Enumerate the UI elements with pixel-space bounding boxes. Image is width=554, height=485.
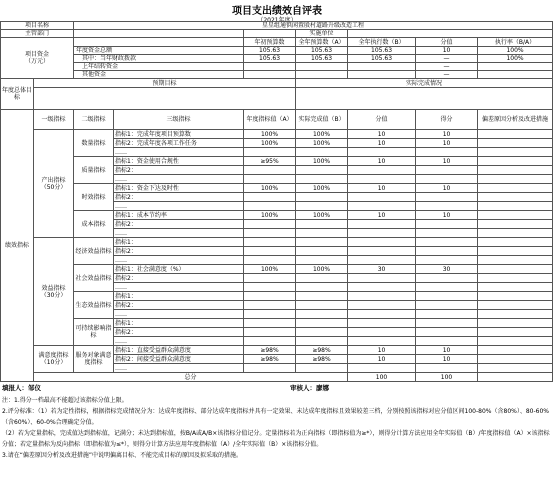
note-1: 注：1.得分一档最高不能超过该指标分值上限。 <box>2 397 128 404</box>
deviation-cell <box>478 229 553 238</box>
table-row <box>1 22 553 30</box>
got-value <box>416 193 478 202</box>
got-value: 10 <box>416 346 478 355</box>
funds-header: 全年预算数（A） <box>296 38 348 47</box>
score-value <box>348 238 416 247</box>
deviation-cell <box>478 310 553 319</box>
score-value <box>348 193 416 202</box>
secondary-indicator: 服务对象满意度指标 <box>74 346 114 373</box>
got-value <box>416 175 478 184</box>
indicator-header: 三级指标 <box>114 110 244 130</box>
annual-target <box>244 220 296 229</box>
actual-value <box>296 193 348 202</box>
annual-target: ≥98% <box>244 346 296 355</box>
funds-value: — <box>416 55 478 63</box>
deviation-cell <box>478 202 553 211</box>
actual-value <box>296 337 348 346</box>
got-value: 10 <box>416 211 478 220</box>
goal-actual-value <box>296 88 553 110</box>
annual-target: ≥98% <box>244 355 296 364</box>
secondary-indicator: 数量指标 <box>74 130 114 157</box>
annual-target <box>244 283 296 292</box>
evaluation-table <box>0 21 553 382</box>
got-value: 10 <box>416 139 478 148</box>
deviation-cell <box>478 319 553 328</box>
funds-value: 105.63 <box>244 55 296 63</box>
funds-value: 105.63 <box>244 47 296 55</box>
tertiary-indicator: 指标2： <box>114 328 244 337</box>
goal-expected-header: 预期目标 <box>34 79 296 88</box>
score-value <box>348 337 416 346</box>
tertiary-indicator: 指标2： <box>114 274 244 283</box>
dept-value <box>74 30 244 38</box>
deviation-cell <box>478 148 553 157</box>
got-value <box>416 319 478 328</box>
total-got: 100 <box>416 373 478 382</box>
tertiary-indicator: 指标1：资金下达及时性 <box>114 184 244 193</box>
tertiary-indicator: 指标2： <box>114 247 244 256</box>
funds-value: 105.63 <box>296 55 348 63</box>
deviation-cell <box>478 292 553 301</box>
goal-label: 年度总体目标 <box>1 79 34 110</box>
secondary-indicator: 生态效益指标 <box>74 292 114 319</box>
blank-cell <box>478 373 553 382</box>
actual-value <box>296 283 348 292</box>
tertiary-indicator: 指标1： <box>114 319 244 328</box>
table-row <box>1 346 553 355</box>
tertiary-indicator: 指标2： <box>114 220 244 229</box>
deviation-cell <box>478 301 553 310</box>
funds-header-blank <box>74 38 244 47</box>
funds-value: — <box>416 63 478 71</box>
note-2: 2.评分标准：（1）若为定性指标，根据指标完成情况分为：达成年度指标、部分达成年度指标并具有一定效果、未达成年度指标且效果较差三档，分别按照该指标对应分值区间100-80%（含80%）、80-60%（含60%）、60-0%合理确定分值。 <box>2 408 549 426</box>
annual-target <box>244 166 296 175</box>
impl-value <box>348 30 553 38</box>
table-row <box>1 184 553 193</box>
funds-value <box>478 63 553 71</box>
tertiary-indicator: …… <box>114 310 244 319</box>
got-value: 10 <box>416 157 478 166</box>
deviation-cell <box>478 256 553 265</box>
actual-value <box>296 292 348 301</box>
got-value <box>416 274 478 283</box>
score-value: 10 <box>348 211 416 220</box>
score-value: 30 <box>348 265 416 274</box>
actual-value <box>296 256 348 265</box>
table-row <box>1 110 553 130</box>
project-name-label: 项目名称 <box>1 22 74 30</box>
table-row <box>1 157 553 166</box>
annual-target: 100% <box>244 139 296 148</box>
deviation-cell <box>478 184 553 193</box>
got-value <box>416 328 478 337</box>
note-4: 3.请在“偏差原因分析及改进措施”中说明偏离目标、不能完成目标的原因及拟采取的措施。 <box>2 452 242 459</box>
total-score: 100 <box>348 373 416 382</box>
deviation-cell <box>478 211 553 220</box>
deviation-cell <box>478 193 553 202</box>
indicator-header: 偏差原因分析及改进措施 <box>478 110 553 130</box>
table-row <box>1 71 553 79</box>
got-value <box>416 148 478 157</box>
tertiary-indicator: …… <box>114 283 244 292</box>
got-value <box>416 301 478 310</box>
indicator-header: 得分 <box>416 110 478 130</box>
got-value <box>416 283 478 292</box>
deviation-cell <box>478 274 553 283</box>
funds-row-label: 其中：当年财政拨款 <box>74 55 244 63</box>
benefit-label: 效益指标（30分） <box>34 238 74 346</box>
actual-value: 100% <box>296 211 348 220</box>
tertiary-indicator: 指标1：成本节约率 <box>114 211 244 220</box>
table-row <box>1 38 553 47</box>
secondary-indicator: 可持续影响指标 <box>74 319 114 346</box>
table-row <box>1 88 553 110</box>
note-3: （2）若为定量指标，完成值达到指标值，记满分；未达到指标值，按B/A或A/B×该指标分值记分。定量指标若为正向指标（即指标值为≥*），则得分计算方法应用全年实际值（B）/年度指标值（A）×该指标分值；若定量指标为反向指标（即指标值为≤*），则得分计算方法应用年度指标值（A）/全年实际值（B）×该指标分值。 <box>2 430 550 448</box>
table-row <box>1 63 553 71</box>
tertiary-indicator: …… <box>114 229 244 238</box>
funds-header: 分值 <box>416 38 478 47</box>
got-value: 30 <box>416 265 478 274</box>
tertiary-indicator: 指标1： <box>114 238 244 247</box>
annual-target <box>244 238 296 247</box>
got-value <box>416 247 478 256</box>
actual-value <box>296 220 348 229</box>
goal-actual-header: 实际完成情况 <box>296 79 553 88</box>
secondary-indicator: 时效指标 <box>74 184 114 211</box>
blank-cell <box>244 30 296 38</box>
tertiary-indicator: 指标1：直接受益群众满意度 <box>114 346 244 355</box>
actual-value <box>296 301 348 310</box>
got-value <box>416 292 478 301</box>
secondary-indicator: 社会效益指标 <box>74 265 114 292</box>
score-value <box>348 364 416 373</box>
annual-target <box>244 301 296 310</box>
annual-target <box>244 274 296 283</box>
table-row <box>1 30 553 38</box>
table-row <box>1 319 553 328</box>
score-value: 10 <box>348 130 416 139</box>
score-value <box>348 310 416 319</box>
actual-value <box>296 328 348 337</box>
score-value <box>348 274 416 283</box>
funds-value: 10 <box>416 47 478 55</box>
deviation-cell <box>478 220 553 229</box>
secondary-indicator: 质量指标 <box>74 157 114 184</box>
tertiary-indicator: 指标2：间接受益群众满意度 <box>114 355 244 364</box>
indicator-header: 二级指标 <box>74 110 114 130</box>
annual-target: 100% <box>244 265 296 274</box>
score-value <box>348 148 416 157</box>
table-row <box>1 55 553 63</box>
score-value: 10 <box>348 139 416 148</box>
tertiary-indicator: …… <box>114 337 244 346</box>
deviation-cell <box>478 265 553 274</box>
tertiary-indicator: 指标2： <box>114 301 244 310</box>
deviation-cell <box>478 346 553 355</box>
annual-target <box>244 247 296 256</box>
actual-value <box>296 310 348 319</box>
funds-value: 100% <box>478 47 553 55</box>
indicator-header: 一级指标 <box>34 110 74 130</box>
actual-value <box>296 175 348 184</box>
deviation-cell <box>478 355 553 364</box>
annual-target <box>244 319 296 328</box>
score-value <box>348 247 416 256</box>
annual-target <box>244 148 296 157</box>
score-value <box>348 328 416 337</box>
page-title: 项目支出绩效自评表 <box>232 6 322 17</box>
got-value <box>416 238 478 247</box>
funds-row-label: 其他资金 <box>74 71 244 79</box>
tertiary-indicator: …… <box>114 364 244 373</box>
got-value <box>416 310 478 319</box>
got-value <box>416 202 478 211</box>
funds-value: 105.63 <box>348 47 416 55</box>
funds-value <box>296 63 348 71</box>
annual-target <box>244 292 296 301</box>
filler-label: 填报人：邹仪 <box>2 384 41 392</box>
annual-target <box>244 175 296 184</box>
project-name-value: 星星组通供闲置殷村道路升级改造工程 <box>74 22 553 30</box>
annual-target <box>244 193 296 202</box>
funds-value <box>244 63 296 71</box>
funds-value <box>478 71 553 79</box>
tertiary-indicator: 指标2： <box>114 193 244 202</box>
annual-target <box>244 256 296 265</box>
deviation-cell <box>478 328 553 337</box>
score-value <box>348 229 416 238</box>
table-row <box>1 211 553 220</box>
annual-target <box>244 337 296 346</box>
got-value: 10 <box>416 355 478 364</box>
tertiary-indicator: 指标1： <box>114 292 244 301</box>
got-value: 10 <box>416 130 478 139</box>
actual-value: ≥98% <box>296 346 348 355</box>
tertiary-indicator: …… <box>114 175 244 184</box>
annual-target: 100% <box>244 184 296 193</box>
deviation-cell <box>478 238 553 247</box>
got-value <box>416 256 478 265</box>
funds-header: 年初预算数 <box>244 38 296 47</box>
score-value <box>348 202 416 211</box>
score-value <box>348 220 416 229</box>
got-value: 10 <box>416 184 478 193</box>
score-value <box>348 319 416 328</box>
annual-target: 100% <box>244 130 296 139</box>
funds-value <box>348 71 416 79</box>
deviation-cell <box>478 139 553 148</box>
actual-value <box>296 166 348 175</box>
table-row <box>1 47 553 55</box>
tertiary-indicator: …… <box>114 256 244 265</box>
funds-header: 全年执行数（B） <box>348 38 416 47</box>
reviewer-label: 审核人：廖娜 <box>290 384 329 392</box>
goal-expected-value <box>34 88 296 110</box>
annual-target <box>244 202 296 211</box>
table-row <box>1 130 553 139</box>
annual-target <box>244 328 296 337</box>
actual-value <box>296 229 348 238</box>
funds-value <box>296 71 348 79</box>
actual-value <box>296 148 348 157</box>
score-value: 10 <box>348 355 416 364</box>
actual-value <box>296 238 348 247</box>
tertiary-indicator: …… <box>114 148 244 157</box>
notes <box>2 395 552 461</box>
actual-value: 100% <box>296 265 348 274</box>
annual-target <box>244 364 296 373</box>
deviation-cell <box>478 283 553 292</box>
score-value <box>348 301 416 310</box>
table-row <box>1 265 553 274</box>
funds-value <box>244 71 296 79</box>
got-value <box>416 364 478 373</box>
perf-label: 绩效指标 <box>1 110 34 382</box>
got-value <box>416 220 478 229</box>
score-value <box>348 166 416 175</box>
funds-value: — <box>416 71 478 79</box>
annual-target: 100% <box>244 211 296 220</box>
funds-label: 项目资金 （万元） <box>1 38 74 79</box>
actual-value: 100% <box>296 130 348 139</box>
table-row <box>1 79 553 88</box>
tertiary-indicator: …… <box>114 202 244 211</box>
dept-label: 主管部门 <box>1 30 74 38</box>
impl-label: 实施单位 <box>296 30 348 38</box>
deviation-cell <box>478 175 553 184</box>
deviation-cell <box>478 130 553 139</box>
indicator-header: 年度指标值（A） <box>244 110 296 130</box>
deviation-cell <box>478 166 553 175</box>
page-subtitle: （2021年度） <box>257 17 297 24</box>
actual-value: ≥98% <box>296 355 348 364</box>
funds-value: 100% <box>478 55 553 63</box>
actual-value: 100% <box>296 184 348 193</box>
tertiary-indicator: 指标1：完成年度项目预算数 <box>114 130 244 139</box>
table-row <box>1 292 553 301</box>
actual-value: 100% <box>296 139 348 148</box>
deviation-cell <box>478 247 553 256</box>
score-value <box>348 292 416 301</box>
secondary-indicator: 经济效益指标 <box>74 238 114 265</box>
table-row <box>1 373 553 382</box>
got-value <box>416 337 478 346</box>
deviation-cell <box>478 157 553 166</box>
tertiary-indicator: 指标1：社会满意度（%） <box>114 265 244 274</box>
actual-value <box>296 247 348 256</box>
funds-value: 105.63 <box>348 55 416 63</box>
tertiary-indicator: 指标1：资金使用合规性 <box>114 157 244 166</box>
annual-target: ≥95% <box>244 157 296 166</box>
got-value <box>416 166 478 175</box>
score-value <box>348 256 416 265</box>
actual-value <box>296 319 348 328</box>
got-value <box>416 229 478 238</box>
satisfaction-label: 满意度指标（10分） <box>34 346 74 373</box>
secondary-indicator: 成本指标 <box>74 211 114 238</box>
annual-target <box>244 229 296 238</box>
actual-value <box>296 364 348 373</box>
deviation-cell <box>478 364 553 373</box>
funds-value <box>348 63 416 71</box>
actual-value <box>296 202 348 211</box>
funds-row-label: 上年结转资金 <box>74 63 244 71</box>
funds-row-label: 年度资金总额 <box>74 47 244 55</box>
score-value <box>348 283 416 292</box>
tertiary-indicator: 指标2： <box>114 166 244 175</box>
total-label: 总分 <box>34 373 348 382</box>
output-label: 产出指标（50分） <box>34 130 74 238</box>
indicator-header: 实际完成值（B） <box>296 110 348 130</box>
indicator-header: 分值 <box>348 110 416 130</box>
actual-value: 100% <box>296 157 348 166</box>
score-value: 10 <box>348 346 416 355</box>
score-value: 10 <box>348 157 416 166</box>
funds-value: 105.63 <box>296 47 348 55</box>
score-value: 10 <box>348 184 416 193</box>
funds-header: 执行率（B/A） <box>478 38 553 47</box>
annual-target <box>244 310 296 319</box>
table-row <box>1 238 553 247</box>
actual-value <box>296 274 348 283</box>
deviation-cell <box>478 337 553 346</box>
score-value <box>348 175 416 184</box>
tertiary-indicator: 指标2：完成年度各项工作任务 <box>114 139 244 148</box>
